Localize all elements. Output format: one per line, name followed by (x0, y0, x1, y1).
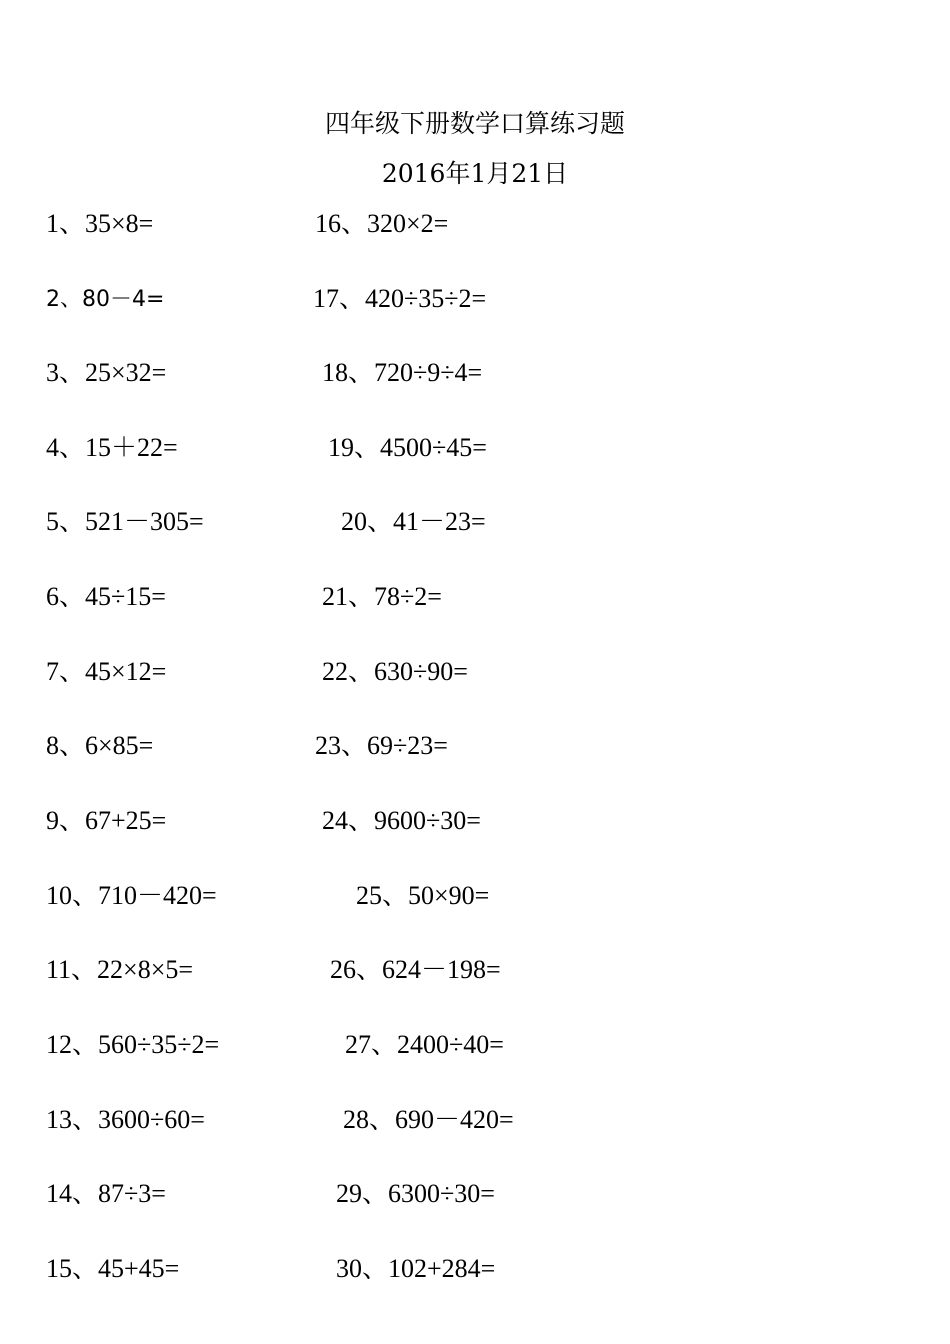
problem-item: 14、87÷3= (46, 1179, 166, 1208)
problem-item: 22、630÷90= (322, 657, 468, 686)
problem-item: 12、560÷35÷2= (46, 1030, 220, 1059)
problem-item: 8、6×85= (46, 731, 154, 760)
problem-item: 24、9600÷30= (322, 806, 481, 835)
problem-item: 30、102+284= (336, 1254, 496, 1283)
problem-item: 13、3600÷60= (46, 1105, 205, 1134)
problem-item: 26、624－198= (330, 955, 501, 984)
problem-item: 25、50×90= (356, 881, 490, 910)
problem-item: 29、6300÷30= (336, 1179, 495, 1208)
problem-item: 18、720÷9÷4= (322, 358, 483, 387)
problem-item: 11、22×8×5= (46, 955, 194, 984)
problem-item: 27、2400÷40= (345, 1030, 504, 1059)
problem-item: 6、45÷15= (46, 582, 166, 611)
page-title: 四年级下册数学口算练习题 (324, 109, 625, 138)
problem-item: 3、25×32= (46, 358, 167, 387)
problem-item: 5、521－305= (46, 507, 204, 536)
problem-item: 7、45×12= (46, 657, 167, 686)
problem-item: 1、35×8= (46, 209, 154, 238)
problem-item: 16、320×2= (315, 209, 449, 238)
problem-item: 4、15＋22= (46, 433, 178, 462)
problem-item: 10、710－420= (46, 881, 217, 910)
problem-item: 15、45+45= (46, 1254, 180, 1283)
problem-item: 20、41－23= (341, 507, 486, 536)
problem-item: 21、78÷2= (322, 582, 442, 611)
page-date: 2016年1月21日 (381, 159, 569, 188)
problem-item: 17、420÷35÷2= (313, 284, 487, 313)
problem-item: 19、4500÷45= (328, 433, 487, 462)
problem-item: 23、69÷23= (315, 731, 448, 760)
problem-item: 28、690－420= (343, 1105, 514, 1134)
problem-item: 2、80－4= (46, 287, 165, 312)
problem-item: 9、67+25= (46, 806, 167, 835)
